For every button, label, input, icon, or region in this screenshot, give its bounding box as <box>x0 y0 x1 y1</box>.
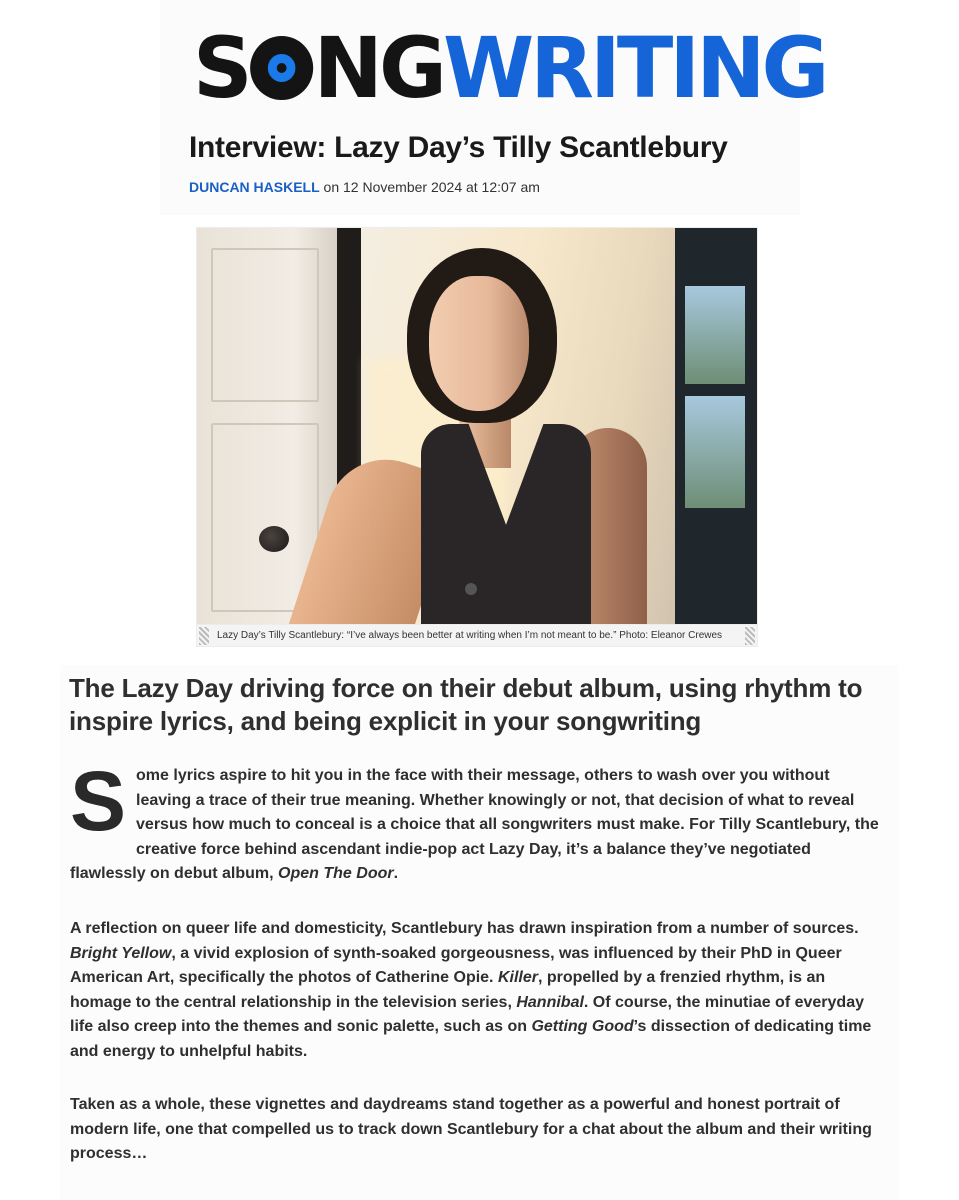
paragraph-text: , a vivid explosion of synth-soaked gorgeousness, was influenced by their PhD in Queer American Art, specifically the photos of Catherine Opie. <box>70 944 842 986</box>
logo-ng: NG <box>313 19 443 117</box>
song-title: Killer <box>497 969 538 986</box>
article-title: Interview: Lazy Day’s Tilly Scantlebury <box>189 131 728 164</box>
photo-door-panel <box>211 248 319 402</box>
photo-face <box>429 276 529 411</box>
paragraph-intro <box>70 754 882 887</box>
caption-hatch-left <box>199 627 209 645</box>
paragraph-text: . <box>393 865 399 882</box>
standfirst: The Lazy Day driving force on their debut album, using rhythm to inspire lyrics, and being explicit in your songwriting <box>69 673 863 736</box>
logo-writing: WRITING <box>442 19 826 117</box>
author-link[interactable]: DUNCAN HASKELL <box>189 179 320 195</box>
song-title: Bright Yellow <box>70 944 172 962</box>
logo-s: S <box>193 19 249 117</box>
featured-photo <box>197 228 757 624</box>
photo-window-pane <box>685 396 745 508</box>
show-title: Hannibal <box>516 993 584 1011</box>
paragraph-text: . Of course, the minutiae of everyday life also creep into the themes and sonic palette, such as on <box>70 993 864 1035</box>
paragraph-text: ome lyrics aspire to hit you in the face with their message, others to wash over you without leaving a trace of their true meaning. Whether knowingly or not, that decision of what to reveal versus how much to conceal is a choice that all songwriters must make. For Tilly Scantlebury, the creative force behind ascendant indie-pop act Lazy Day, it’s a balance they’ve negotiated flawlessly on debut album, <box>70 767 879 882</box>
photo-vest-button <box>465 583 477 595</box>
byline <box>189 179 540 195</box>
paragraph-inspiration <box>70 917 882 1064</box>
image-caption: Lazy Day’s Tilly Scantlebury: “I’ve always been better at writing when I’m not meant to be.” Photo: Eleanor Crewes <box>217 630 723 641</box>
paragraph-summary: Taken as a whole, these vignettes and daydreams stand together as a powerful and honest portrait of modern life, one that compelled us to track down Scantlebury for a chat about the album and their writing process… <box>70 1096 872 1162</box>
site-logo[interactable] <box>193 19 826 117</box>
album-title: Open The Door <box>278 865 394 882</box>
drop-cap: S <box>70 754 127 848</box>
photo-window-pane <box>685 286 745 384</box>
vinyl-record-icon <box>250 36 313 100</box>
caption-hatch-right <box>745 627 755 645</box>
song-title: Getting Good <box>531 1018 634 1035</box>
publish-date: on 12 November 2024 at 12:07 am <box>319 179 540 195</box>
paragraph-text: , propelled by a frenzied rhythm, is an homage to the central relationship in the television series, <box>70 969 826 1011</box>
caption-bar <box>197 625 757 646</box>
paragraph-text: A reflection on queer life and domesticity, Scantlebury has drawn inspiration from a number of sources. <box>70 920 859 937</box>
photo-door-knob <box>259 526 289 552</box>
paragraph-text: ’s dissection of dedicating time and energy to unhelpful habits. <box>70 1018 872 1060</box>
featured-image-frame <box>196 227 758 647</box>
